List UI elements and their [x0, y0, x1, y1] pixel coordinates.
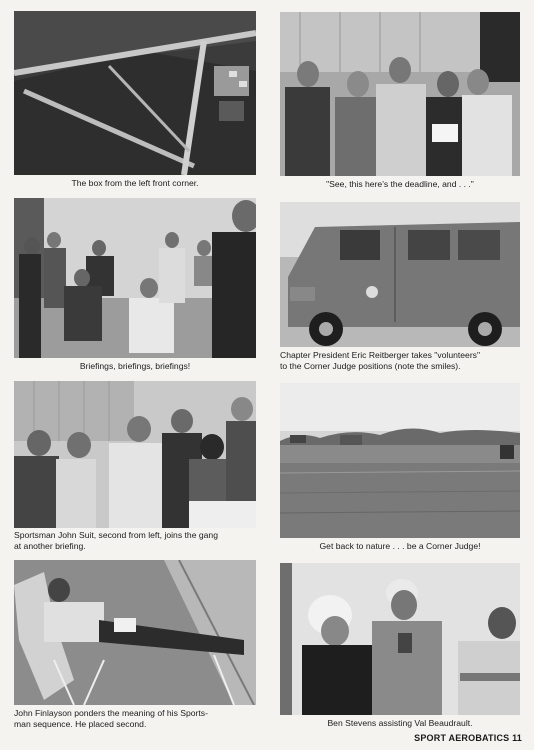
- caption-van-line2: to the Corner Judge positions (note the smiles).: [280, 361, 461, 371]
- caption-briefing: Briefings, briefings, briefings!: [79, 361, 191, 371]
- caption-chair-line1: John Finlayson ponders the meaning of his Sports-: [14, 708, 208, 718]
- caption-gang-line2: at another briefing.: [14, 541, 86, 551]
- photo-briefing: [14, 198, 256, 358]
- magazine-name: SPORT AEROBATICS: [414, 733, 510, 743]
- caption-aerial: The box from the left front corner.: [71, 178, 199, 188]
- caption-gang-line1: Sportsman John Suit, second from left, joins the gang: [14, 530, 218, 540]
- caption-chair-line2: man sequence. He placed second.: [14, 719, 147, 729]
- page-footer: [414, 733, 522, 743]
- caption-field: Get back to nature . . . be a Corner Judge!: [319, 541, 481, 551]
- photo-gang-briefing: [14, 381, 256, 528]
- caption-van-line1: Chapter President Eric Reitberger takes "volunteers": [280, 350, 481, 360]
- photo-aerial-box: [14, 11, 256, 175]
- photo-assisting: [280, 563, 520, 715]
- photo-deadline-group: [280, 12, 520, 176]
- page-number: 11: [512, 733, 522, 743]
- caption-deadline: "See, this here's the deadline, and . . .": [326, 179, 474, 189]
- caption-assisting: Ben Stevens assisting Val Beaudrault.: [327, 718, 473, 728]
- photo-field: [280, 383, 520, 538]
- photo-van: [280, 202, 520, 347]
- photo-lawn-chair: [14, 560, 256, 705]
